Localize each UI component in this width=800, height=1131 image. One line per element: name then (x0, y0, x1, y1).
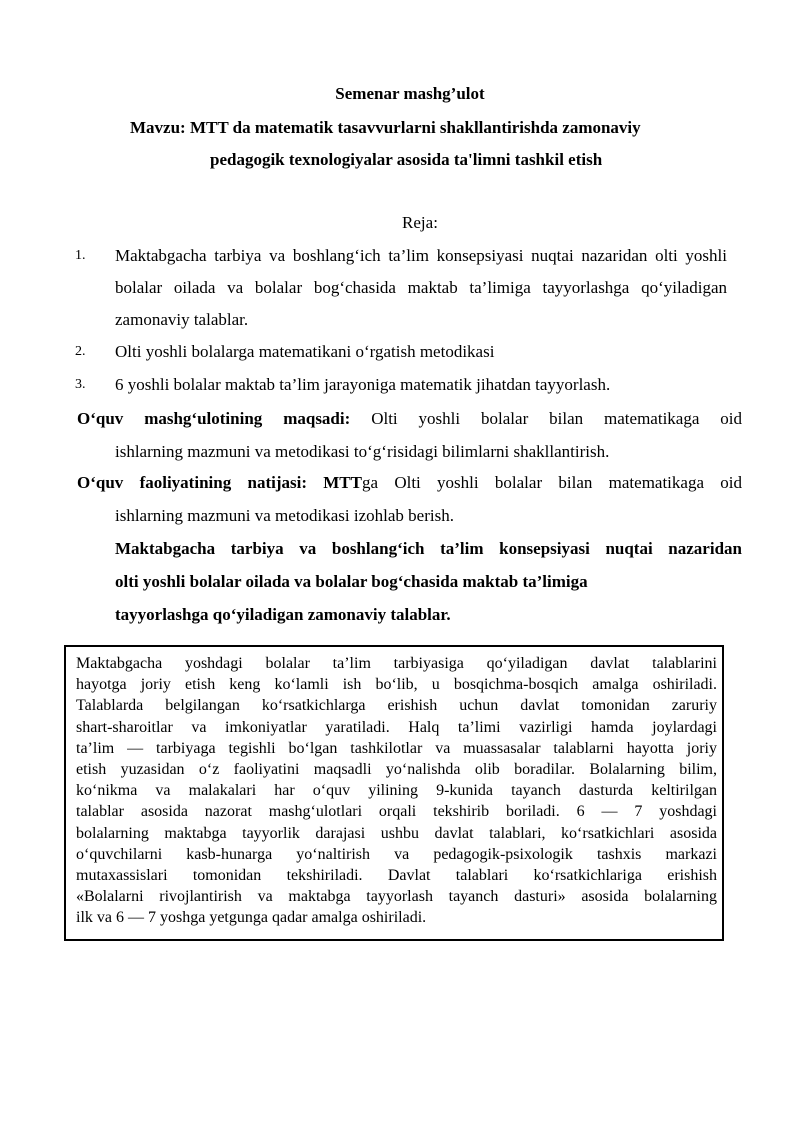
goal-text-line-2: ishlarning mazmuni va metodikasi to‘g‘risidagi bilimlarni shakllantirish. (115, 442, 610, 461)
plan-item-number: 3. (75, 377, 86, 392)
result-text-line-1: ga Olti yoshli bolalar bilan matematikaga oid (362, 473, 743, 492)
box-line: Maktabgacha yoshdagi bolalar ta’lim tarbiyasiga qo‘yiladigan davlat talablarini (76, 655, 717, 672)
plan-item-text: 6 yoshli bolalar maktab ta’lim jarayoniga matematik jihatdan tayyorlash. (115, 375, 611, 394)
document-title: Semenar mashg’ulot (335, 84, 485, 103)
result-label: O‘quv faoliyatining natijasi: MTT (77, 473, 362, 492)
goal-paragraph (77, 402, 742, 468)
topic-line-2: pedagogik texnologiyalar asosida ta'limni tashkil etish (210, 150, 603, 169)
box-line: mutaxassislari tomonidan tekshiriladi. Davlat talablari ko‘rsatkichlariga erishish (76, 867, 717, 885)
section-heading-line-1: Maktabgacha tarbiya va boshlang‘ich ta’lim konsepsiyasi nuqtai nazaridan (115, 539, 742, 558)
section-heading-line-2: olti yoshli bolalar oilada va bolalar bog‘chasida maktab ta’limiga (115, 572, 588, 591)
result-paragraph (77, 466, 742, 532)
box-line: o‘quvchilarni kasb-hunarga yo‘naltirish va pedagogik-psixologik tashxis markazi (76, 845, 717, 863)
section-heading (115, 532, 742, 631)
plan-item-text: Olti yoshli bolalarga matematikani o‘rgatish metodikasi (115, 342, 495, 361)
plan-heading: Reja: (402, 213, 438, 232)
plan-item-text: Maktabgacha tarbiya va boshlang‘ich ta’lim konsepsiyasi nuqtai nazaridan olti yoshli bolalar oilada va bolalar bog‘chasida maktab ta’limiga tayyorlashga qo‘yiladigan zamonaviy talablar. (115, 246, 727, 329)
topic-line-1: Mavzu: MTT da matematik tasavvurlarni shakllantirishda zamonaviy (130, 118, 641, 137)
plan-item-number: 2. (75, 344, 86, 359)
goal-text-line-1: Olti yoshli bolalar bilan matematikaga oid (371, 409, 743, 428)
box-line: bolalarning maktabga tayyorlik darajasi ushbu davlat talablari, ko‘rsatkichlari asosida (76, 824, 717, 842)
goal-label: O‘quv mashg‘ulotining maqsadi: (77, 409, 351, 428)
section-heading-line-3: tayyorlashga qo‘yiladigan zamonaviy talablar. (115, 605, 451, 624)
box-line: «Bolalarni rivojlantirish va maktabga tayyorlash tayanch dasturi» asosida bolalarning (76, 888, 717, 906)
result-first-line (77, 466, 742, 499)
result-text-line-2: ishlarning mazmuni va metodikasi izohlab berish. (115, 506, 454, 525)
goal-first-line (77, 402, 742, 435)
box-line: ko‘nikma va malakalari har o‘quv yilining 9-kunida tayanch dasturda keltirilgan (76, 782, 717, 800)
plan-item-number: 1. (75, 248, 86, 263)
box-paragraph (76, 653, 717, 929)
box-line: shart-sharoitlar va imkoniyatlar yaratiladi. Halq ta’limi vazirligi hamda joylardagi (76, 718, 717, 736)
bordered-text-box (64, 645, 724, 941)
box-line: ta’lim — tarbiyaga tegishli bo‘lgan tashkilotlar va muassasalar talablarni hayotta joriy (76, 739, 717, 757)
box-line: etish yuzasidan o‘z faoliyatini maqsadli yo‘nalishda olib boradilar. Bolalarning bilim, (76, 761, 717, 779)
box-line: ilk va 6 — 7 yoshga yetgunga qadar amalga oshiriladi. (76, 909, 427, 927)
box-line: hayotga joriy etish keng ko‘lamli ish bo‘lib, u bosqichma-bosqich amalga oshiriladi. (76, 676, 717, 694)
box-line: Talablarda belgilangan ko‘rsatkichlarga erishish uchun davlat tomonidan zaruriy (76, 697, 717, 715)
box-line: talablar asosida nazorat mashg‘ulotlari orqali tekshirib boriladi. 6 — 7 yoshdagi (76, 803, 717, 821)
